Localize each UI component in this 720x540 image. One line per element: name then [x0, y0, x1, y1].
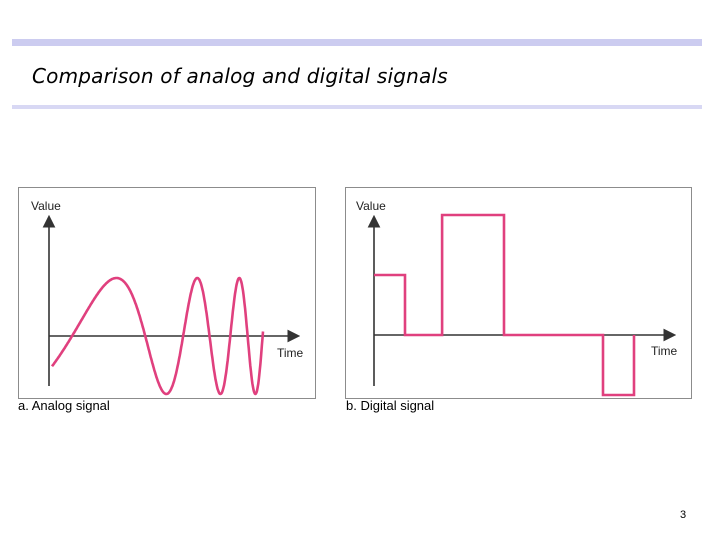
digital-signal-diagram	[346, 188, 691, 398]
analog-signal-panel	[18, 187, 316, 399]
y-axis-label: Value	[31, 199, 61, 213]
x-axis-label: Time	[277, 346, 304, 360]
title-rule-bottom	[12, 105, 702, 109]
slide-title: Comparison of analog and digital signals	[32, 64, 448, 88]
analog-signal-diagram	[19, 188, 315, 398]
page-number: 3	[680, 509, 687, 521]
digital-waveform	[374, 215, 634, 395]
analog-caption: a. Analog signal	[18, 398, 110, 413]
y-axis-label: Value	[356, 199, 386, 213]
digital-caption: b. Digital signal	[346, 398, 435, 413]
x-axis-label: Time	[651, 344, 678, 358]
title-rule-top	[12, 39, 702, 46]
digital-signal-panel	[345, 187, 692, 399]
